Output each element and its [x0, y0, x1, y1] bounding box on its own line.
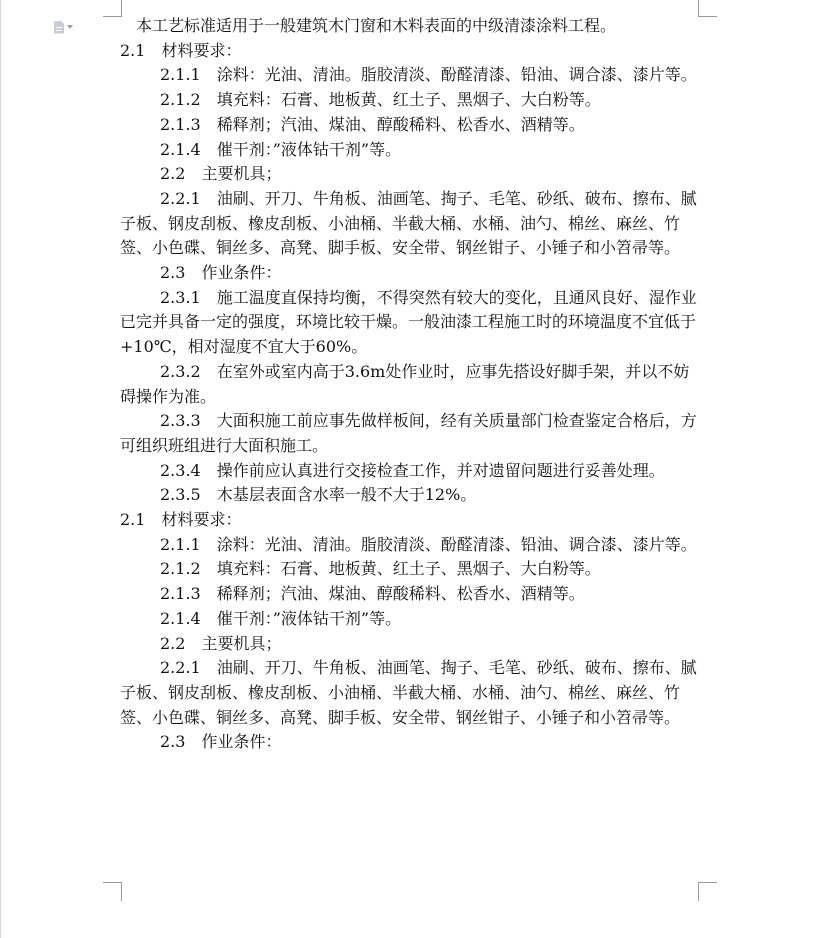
page-icon: [54, 21, 64, 34]
paragraph: 2.2.1 油刷、开刀、牛角板、油画笔、掏子、毛笔、砂纸、破布、擦布、腻子板、钢皮刮板、橡皮刮板、小油桶、半截大桶、水桶、油勺、棉丝、麻丝、竹签、小色碟、铜丝多、高凳、脚手板、安全带、钢丝钳子、小锤子和小笤帚等。: [120, 658, 697, 727]
paragraph: 2.3.4 操作前应认真进行交接检查工作，并对遗留问题进行妥善处理。: [160, 460, 665, 480]
paragraph: 2.1.3 稀释剂；汽油、煤油、醇酸稀料、松香水、酒精等。: [160, 114, 585, 134]
paragraph: 2.1.1 涂料：光油、清油。脂胶清淡、酚醛清漆、铅油、调合漆、漆片等。: [160, 534, 697, 554]
paragraph: 2.1.4 催干剂：”液体钴干剂”等。: [160, 139, 402, 159]
paragraph: 2.3 作业条件：: [160, 263, 282, 283]
paragraph: 2.3.5 木基层表面含水率一般不大于12%。: [160, 485, 477, 505]
paragraph: 2.3 作业条件：: [160, 732, 282, 752]
chevron-down-icon: [67, 25, 73, 29]
paragraph: 2.1.2 填充料：石膏、地板黄、红土子、黑烟子、大白粉等。: [160, 559, 601, 579]
paragraph: 2.1 材料要求：: [120, 510, 242, 530]
paragraph: 2.2.1 油刷、开刀、牛角板、油画笔、掏子、毛笔、砂纸、破布、擦布、腻子板、钢皮刮板、橡皮刮板、小油桶、半截大桶、水桶、油勺、棉丝、麻丝、竹签、小色碟、铜丝多、高凳、脚手板、安全带、钢丝钳子、小锤子和小笤帚等。: [120, 188, 697, 258]
paragraph: 2.1.1 涂料：光油、清油。脂胶清淡、酚醛清漆、铅油、调合漆、漆片等。: [160, 65, 697, 85]
margin-corner-bottom-right: [698, 882, 717, 901]
document-menu-icon[interactable]: [54, 20, 80, 34]
paragraph: 2.3.1 施工温度直保持均衡，不得突然有较大的变化，且通风良好、湿作业已完并具备一定的强度，环境比较干燥。一般油漆工程施工时的环境温度不宜低于+10℃，相对湿度不宜大于60%。: [120, 287, 697, 357]
paragraph: 2.1.3 稀释剂；汽油、煤油、醇酸稀料、松香水、酒精等。: [160, 584, 585, 604]
paragraph: 2.1.2 填充料：石膏、地板黄、红土子、黑烟子、大白粉等。: [160, 90, 601, 110]
paragraph: 2.3.2 在室外或室内高于3.6m处作业时，应事先搭设好脚手架，并以不妨碍操作为准。: [120, 361, 690, 406]
paragraph: 2.3.3 大面积施工前应事先做样板间，经有关质量部门检查鉴定合格后，方可组织班组进行大面积施工。: [120, 411, 697, 455]
margin-corner-bottom-left: [103, 882, 122, 901]
paragraph: 本工艺标准适用于一般建筑木门窗和木料表面的中级清漆涂料工程。: [136, 16, 617, 35]
page-left-edge: [0, 0, 1, 938]
paragraph: 2.2 主要机具；: [160, 164, 282, 184]
paragraph: 2.2 主要机具；: [160, 633, 282, 653]
paragraph: 2.1.4 催干剂：”液体钴干剂”等。: [160, 608, 402, 628]
paragraph: 2.1 材料要求：: [120, 40, 242, 60]
document-body[interactable]: [120, 14, 705, 755]
